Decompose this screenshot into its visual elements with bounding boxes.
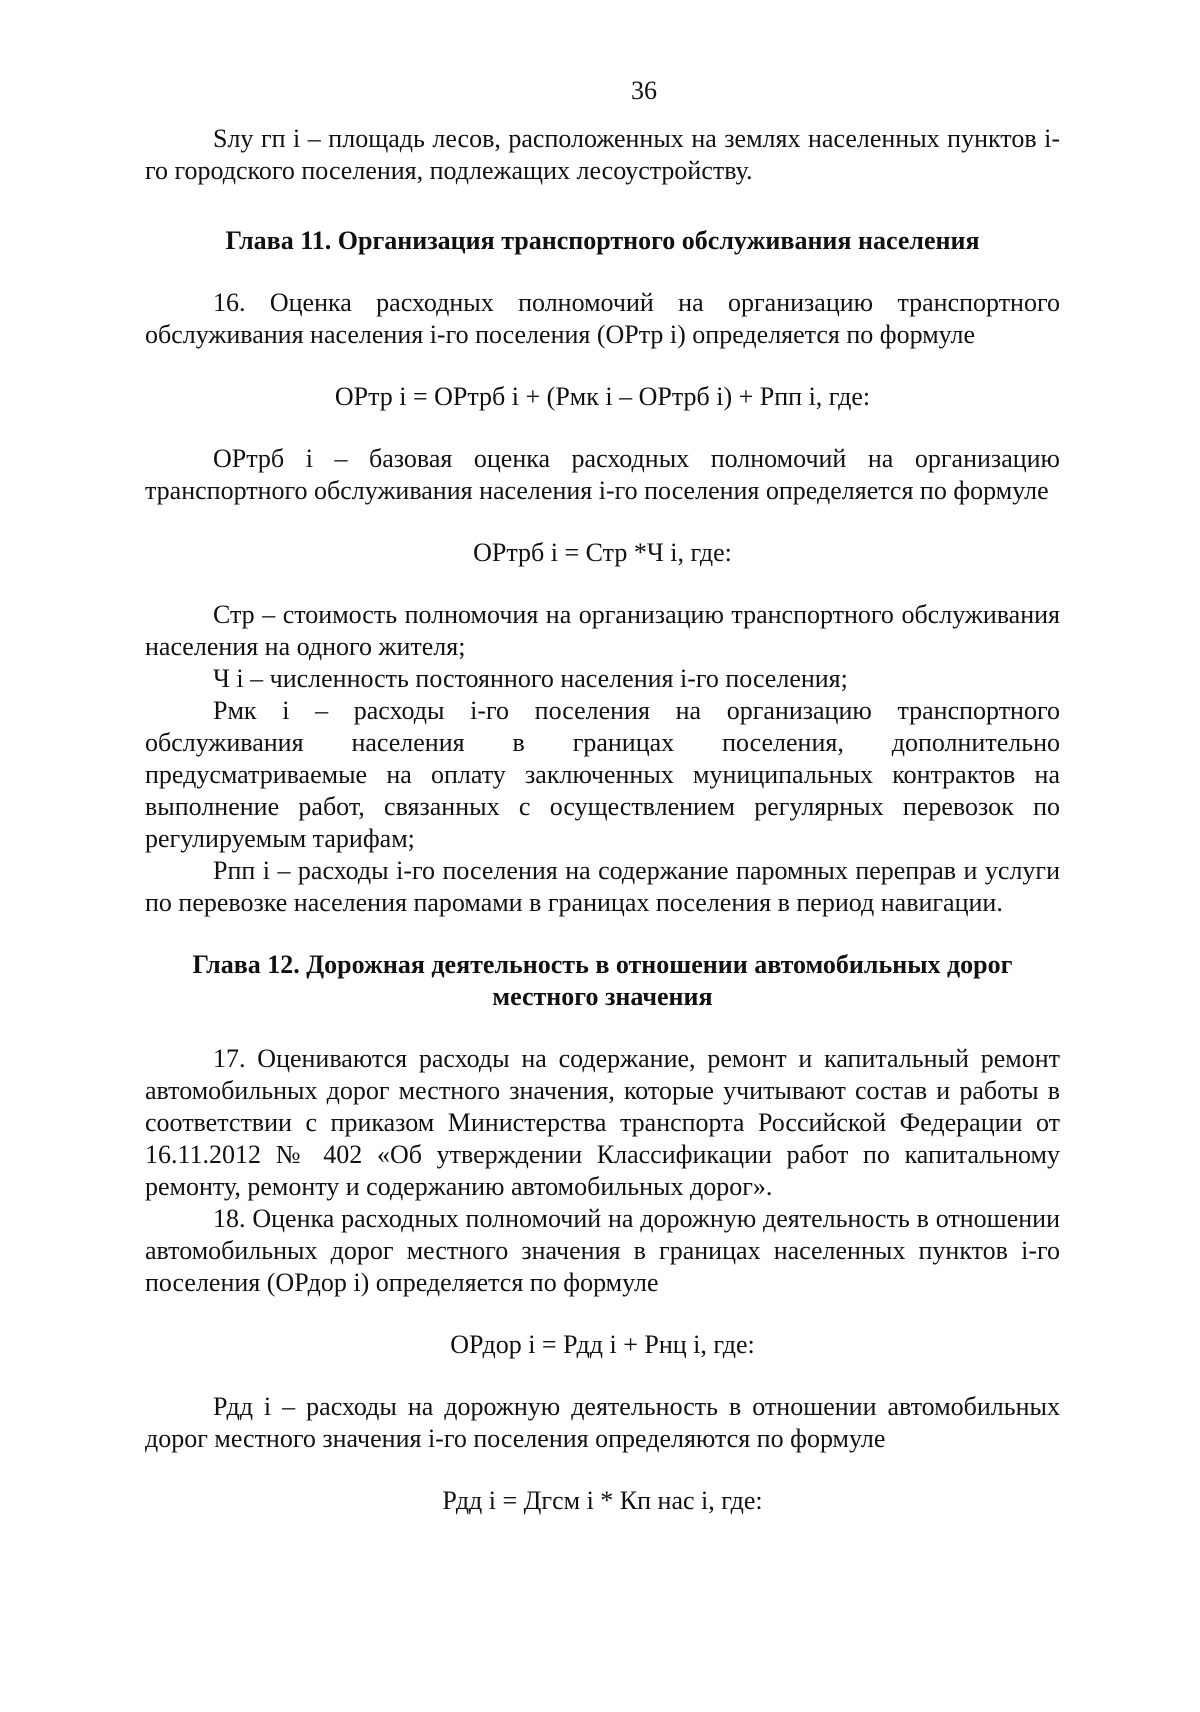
formula-rdd: Рдд i = Дгсм i * Кп нас i, где: [442, 1486, 763, 1515]
paragraph-str-definition: Стр – стоимость полномочия на организацию транспортного обслуживания населения на одного жителя; [145, 600, 1060, 661]
chapter-12-heading-line2: местного значения [492, 982, 713, 1011]
formula-ordor: ОРдор i = Рдд i + Рнц i, где: [450, 1330, 755, 1359]
paragraph-16: 16. Оценка расходных полномочий на организацию транспортного обслуживания населения i-го поселения (ОРтр i) определяется по формуле [145, 288, 1060, 349]
page-number: 36 [631, 76, 657, 105]
paragraph-18: 18. Оценка расходных полномочий на дорожную деятельность в отношении автомобильных дорог местного значения в границах населенных пунктов i-го поселения (ОРдор i) определяется по формуле [145, 1204, 1060, 1297]
paragraph-forest-area: Sлу гп i – площадь лесов, расположенных на землях населенных пунктов i-го городского поселения, подлежащих лесоустройству. [145, 124, 1060, 185]
paragraph-rmk-definition: Рмк i – расходы i-го поселения на организацию транспортного обслуживания населения в границах поселения, дополнительно предусматриваемые на оплату заключенных муниципальных контрактов на выполнение работ, связанных с осуществлением регулярных перевозок по регулируемым тарифам; [145, 696, 1060, 853]
paragraph-rpp-definition: Рпп i – расходы i-го поселения на содержание паромных переправ и услуги по перевозке населения паромами в границах поселения в период навигации. [145, 856, 1060, 917]
paragraph-rdd-definition: Рдд i – расходы на дорожную деятельность в отношении автомобильных дорог местного значения i-го поселения определяются по формуле [145, 1392, 1060, 1453]
chapter-11-heading: Глава 11. Организация транспортного обслуживания населения [225, 226, 980, 255]
formula-ortrb: ОРтрб i = Стр *Ч i, где: [473, 538, 732, 567]
paragraph-ortrb-definition: ОРтрб i – базовая оценка расходных полномочий на организацию транспортного обслуживания населения i-го поселения определяется по формуле [145, 444, 1060, 505]
document-body [145, 123, 1060, 1517]
formula-ortr: ОРтр i = ОРтрб i + (Рмк i – ОРтрб i) + Рпп i, где: [334, 382, 871, 411]
chapter-12-heading-line1: Глава 12. Дорожная деятельность в отношении автомобильных дорог [192, 950, 1013, 979]
paragraph-ch-definition: Ч i – численность постоянного населения i-го поселения; [213, 664, 848, 693]
paragraph-17: 17. Оцениваются расходы на содержание, ремонт и капитальный ремонт автомобильных дорог местного значения, которые учитывают состав и работы в соответствии с приказом Министерства транспорта Российской Федерации от 16.11.2012 № 402 «Об утверждении Классификации работ по капитальному ремонту, ремонту и содержанию автомобильных дорог». [145, 1044, 1060, 1201]
